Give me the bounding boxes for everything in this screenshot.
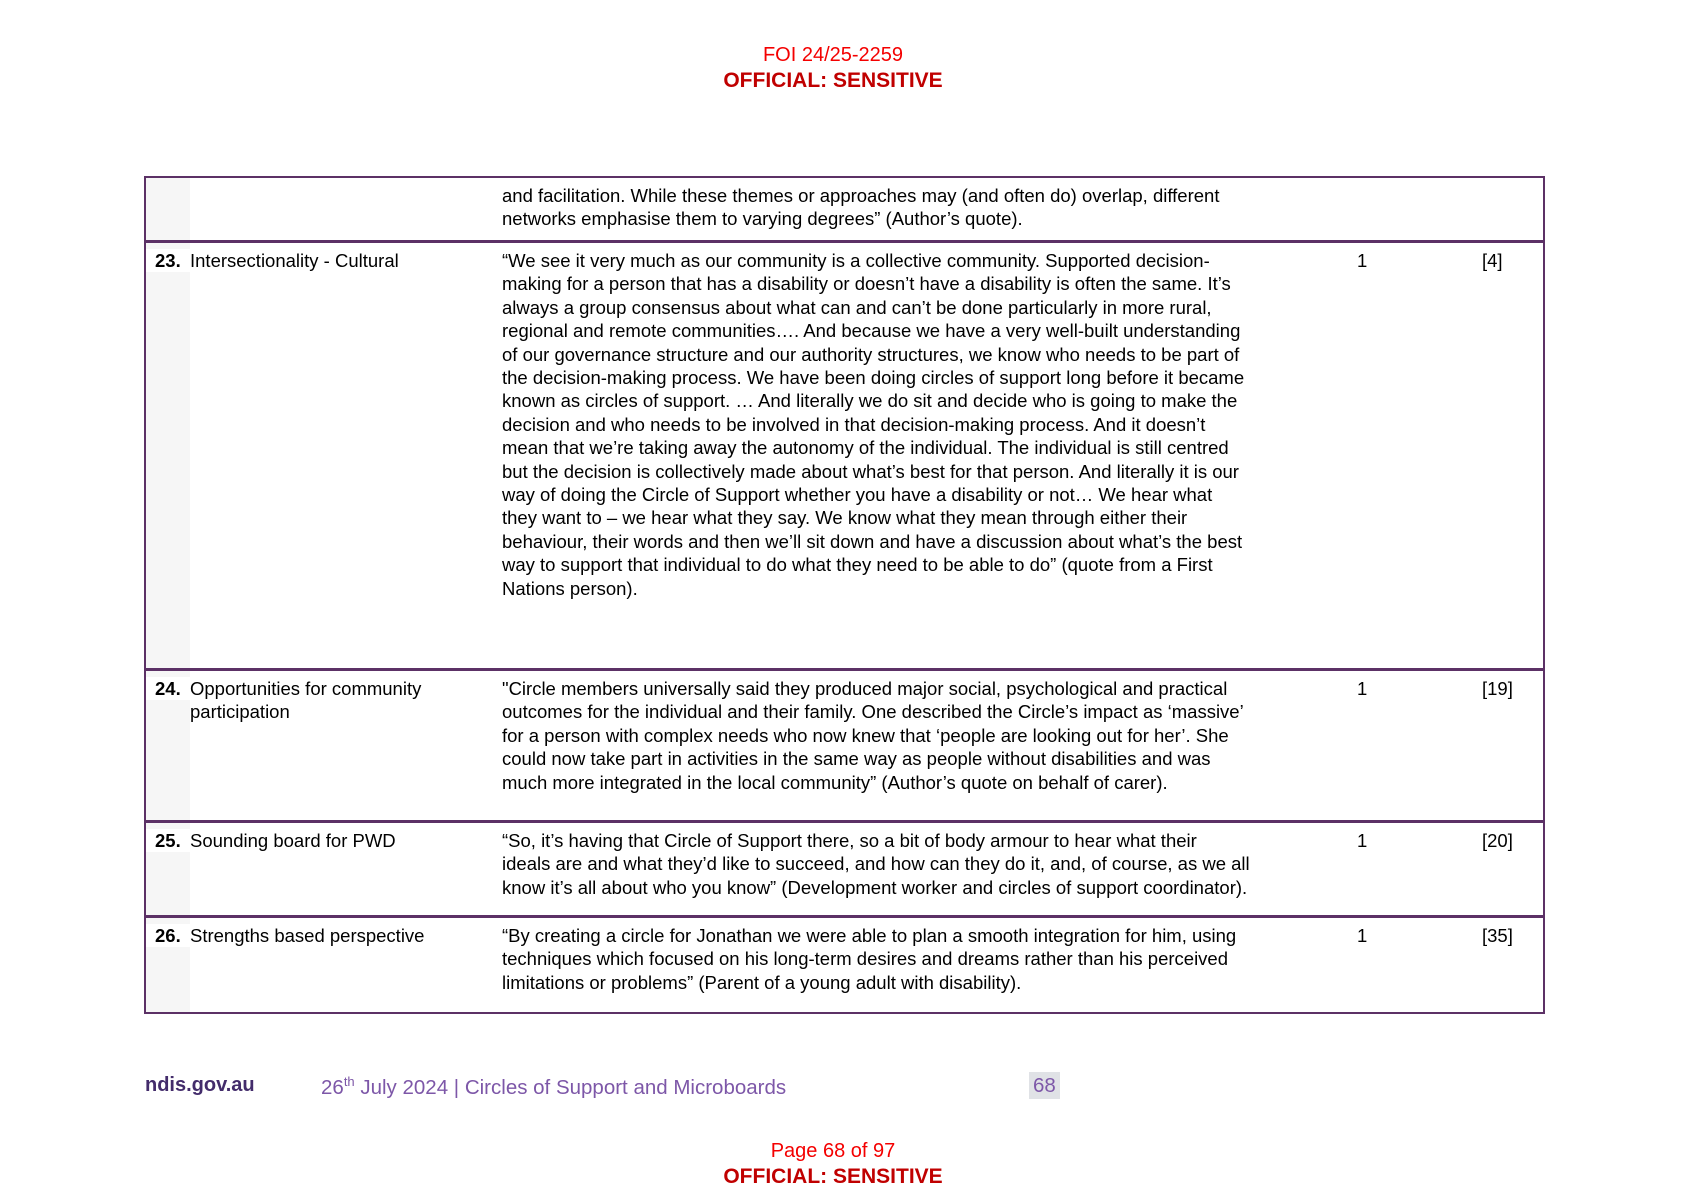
table-row [146,668,1543,820]
citation-cell: [20] [1482,830,1513,851]
footer-page-number-field: 68 [1029,1072,1060,1099]
count-cell: 1 [1357,925,1368,946]
table-row [146,820,1543,915]
citation-cell [1433,178,1543,240]
quote-text: “So, it’s having that Circle of Support there, so a bit of body armour to hear what their ideals are and what they’d like to succeed, and how can they do it, and, of course, as we all know it’s all about who you know” (Development worker and circles of support coordinator). [502,830,1250,898]
row-number: 23. [146,249,190,272]
footer-title-text: July 2024 | Circles of Support and Microboards [354,1075,787,1099]
footer-date-day: 26 [321,1075,344,1099]
quote-cell [499,823,1338,915]
table-row [146,915,1543,1012]
quote-text: “We see it very much as our community is a collective community. Supported decision-making for a person that has a disability or doesn’t have a disability is often the same. It’s always a group consensus about what can and can’t be done particularly in more rural, regional and remote communities…. And because we have a very well-built understanding of our governance structure and our authority structures, we know who needs to be part of the decision-making process. We have been doing circles of support long before it became known as circles of support. … And literally we do sit and decide who is going to make the decision and who needs to be involved in that decision-making process. And it doesn’t mean that we’re taking away the autonomy of the individual. The individual is still centred but the decision is collectively made about what’s best for that person. And literally it is our way of doing the Circle of Support whether you have a disability or not… We hear what they want to – we hear what they say. We know what they mean through either their behaviour, their words and then we’ll sit down and have a discussion about what’s the best way to support that individual to do what they need to be able to do” (quote from a First Nations person). [502,250,1245,599]
top-banner [0,42,1666,94]
citation-cell: [19] [1482,678,1513,699]
foi-reference: FOI 24/25-2259 [762,44,904,66]
document-footer [145,1072,1537,1102]
row-margin-cell [146,178,190,240]
theme-label: Strengths based perspective [190,925,425,946]
citation-cell: [35] [1482,925,1513,946]
citation-cell: [4] [1482,250,1503,271]
page-count-label: Page 68 of 97 [770,1140,896,1162]
theme-cell [155,823,499,915]
footer-date-ordinal: th [343,1074,355,1089]
quote-text: “By creating a circle for Jonathan we were able to plan a smooth integration for him, using techniques which focused on his long-term desires and dreams rather than his perceived limitations or problems” (Parent of a young adult with disability). [502,925,1237,993]
row-margin-cell [146,243,190,668]
quote-cell [499,671,1338,820]
quote-text: "Circle members universally said they produced major social, psychological and practical outcomes for the individual and their family. One described the Circle’s impact as ‘massive’ for a person with complex needs who now knew that ‘people are looking out for her’. She could now take part in activities in the same way as people without disabilities and was much more integrated in the local community” (Author’s quote on behalf of carer). [502,678,1244,793]
theme-label: Intersectionality - Cultural [190,250,399,271]
theme-cell [155,671,499,820]
table-row-continuation [146,178,1543,240]
theme-cell [190,178,499,240]
theme-cell [155,918,499,1012]
theme-label: Sounding board for PWD [190,830,396,851]
theme-cell [155,243,499,668]
count-cell: 1 [1357,830,1368,851]
quote-cell [499,918,1338,1012]
count-cell: 1 [1357,678,1368,699]
row-number: 25. [146,829,190,852]
bottom-banner [0,1138,1666,1190]
row-number: 26. [146,924,190,947]
quote-cell [499,243,1338,668]
ndis-brand: ndis.gov.au [145,1074,255,1096]
themes-quotes-table [144,176,1545,1014]
quote-text: and facilitation. While these themes or approaches may (and often do) overlap, different networks emphasise them to varying degrees” (Author’s quote). [502,185,1220,230]
row-number: 24. [146,677,190,700]
count-cell [1338,178,1433,240]
theme-label: Opportunities for community participation [190,678,422,723]
classification-bottom: OFFICIAL: SENSITIVE [723,1165,943,1188]
count-cell: 1 [1357,250,1368,271]
classification-top: OFFICIAL: SENSITIVE [723,69,943,92]
quote-cell [499,178,1338,240]
table-row [146,240,1543,668]
footer-date-title [321,1074,786,1100]
